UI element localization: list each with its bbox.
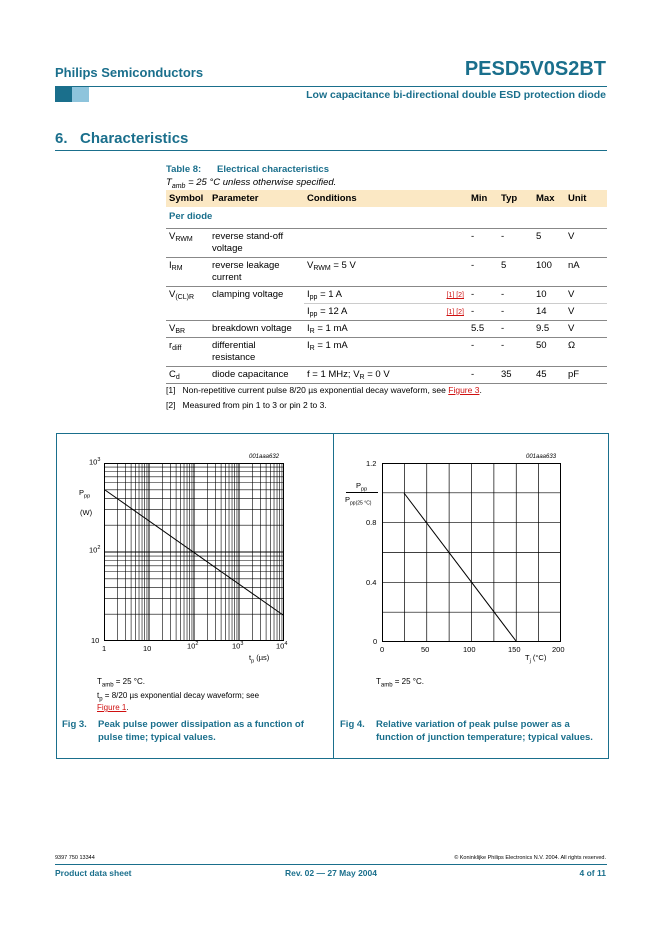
fig3-ylabel: $P_{pp}$ bbox=[79, 488, 91, 500]
product-name: PESD5V0S2BT bbox=[464, 58, 606, 80]
revision: Rev. 02 — 27 May 2004 bbox=[285, 868, 377, 878]
fig3-caption-text: Peak pulse power dissipation as a function of pulse time; typical values. bbox=[98, 719, 304, 743]
fig3-ylabel-unit: (W) bbox=[80, 508, 93, 517]
fig4-xtick: 200 bbox=[552, 645, 565, 654]
section-title: 6. Characteristics bbox=[55, 130, 189, 147]
cell-symbol: $V_{(CL)R}$ bbox=[166, 287, 209, 321]
col-symbol: Symbol bbox=[166, 190, 209, 207]
fig3-note-1: $T_{amb} = 25$ °C. bbox=[97, 677, 145, 689]
fig4-xtick: 0 bbox=[380, 645, 385, 654]
cell-typ: - bbox=[498, 287, 533, 304]
cell-parameter: reverse stand-off voltage bbox=[209, 229, 304, 258]
table-row bbox=[166, 258, 607, 287]
fig3-note-2: $t_p = 8/20$ µs exponential decay waveform; see bbox=[97, 691, 260, 703]
figure-divider bbox=[333, 433, 334, 759]
fig3-caption-label: Fig 3. bbox=[62, 719, 87, 730]
col-typ: Typ bbox=[498, 190, 533, 207]
cell-min: - bbox=[468, 338, 498, 367]
cell-min: - bbox=[468, 258, 498, 287]
fig3-xtick: $10^4$ bbox=[276, 641, 288, 651]
fig4-curve bbox=[404, 493, 516, 641]
cell-unit: pF bbox=[565, 367, 607, 384]
cell-typ: 35 bbox=[498, 367, 533, 384]
fig4-caption-text: Relative variation of peak pulse power as a function of junction temperature; typical values. bbox=[376, 719, 593, 743]
footnote-ref-link[interactable]: [1] [2] bbox=[446, 292, 464, 299]
fig3-xtick: 1 bbox=[102, 644, 107, 653]
footnote-2-text: Measured from pin 1 to 3 or pin 2 to 3. bbox=[182, 400, 327, 410]
cell-max: 5 bbox=[533, 229, 565, 258]
cell-min: - bbox=[468, 229, 498, 258]
cell-unit: V bbox=[565, 304, 607, 321]
fig4-ylabel-bottom: $P_{pp(25 ^\circ C)}$ bbox=[345, 495, 372, 507]
table-row bbox=[166, 367, 607, 384]
cell-conditions: $I_R = 1$ mA bbox=[304, 321, 468, 338]
cell-unit: nA bbox=[565, 258, 607, 287]
fig4-plot bbox=[382, 463, 561, 642]
figure-3-link[interactable]: Figure 3 bbox=[448, 385, 480, 395]
cell-max: 9.5 bbox=[533, 321, 565, 338]
col-parameter: Parameter bbox=[209, 190, 304, 207]
cell-unit: Ω bbox=[565, 338, 607, 367]
fig4-ytick: 1.2 bbox=[366, 459, 377, 468]
fig4-note: $T_{amb} = 25$ °C. bbox=[376, 677, 424, 689]
cell-parameter: diode capacitance bbox=[209, 367, 304, 384]
cell-typ: - bbox=[498, 229, 533, 258]
fig3-ytick: $10^2$ bbox=[89, 545, 101, 555]
cell-unit: V bbox=[565, 287, 607, 304]
cell-conditions: $I_R = 1$ mA bbox=[304, 338, 468, 367]
cell-parameter: reverse leakage current bbox=[209, 258, 304, 287]
footnote-1-text: Non-repetitive current pulse 8/20 µs exponential decay waveform, see bbox=[182, 385, 449, 395]
fig4-caption-label: Fig 4. bbox=[340, 719, 365, 730]
col-unit: Unit bbox=[565, 190, 607, 207]
cell-max: 10 bbox=[533, 287, 565, 304]
product-subtitle: Low capacitance bi-directional double ESD protection diode bbox=[306, 89, 606, 101]
group-label: Per diode bbox=[169, 211, 213, 222]
cell-conditions: $I_{pp} = 1$ A [1] [2] bbox=[304, 287, 468, 304]
fig4-grid bbox=[382, 463, 561, 642]
cell-min: - bbox=[468, 304, 498, 321]
fig3-xtick: 10 bbox=[143, 644, 152, 653]
table-row bbox=[166, 287, 607, 304]
fig3-plot bbox=[104, 463, 284, 641]
table-row bbox=[166, 229, 607, 258]
footnote-1: [1] Non-repetitive current pulse 8/20 µs exponential decay waveform, see Figure 3. bbox=[166, 385, 482, 395]
cell-conditions: f = 1 MHz; $V_R = 0$ V bbox=[304, 367, 468, 384]
table-row bbox=[166, 321, 607, 338]
company-name: Philips Semiconductors bbox=[55, 65, 204, 80]
cell-parameter: differential resistance bbox=[209, 338, 304, 367]
fig3-xlabel: $t_p$ (µs) bbox=[249, 653, 270, 665]
footnote-2 bbox=[166, 400, 327, 410]
fig3-xtick: $10^3$ bbox=[232, 641, 244, 651]
cell-conditions bbox=[304, 229, 468, 258]
header-rule bbox=[55, 86, 607, 87]
table-caption: Table 8: Electrical characteristics bbox=[166, 164, 329, 175]
cell-symbol: $r_{diff}$ bbox=[166, 338, 209, 367]
fig4-ylabel-top: $P_{pp}$ bbox=[356, 481, 368, 493]
header-block-dark bbox=[55, 87, 72, 102]
copyright: © Koninklijke Philips Electronics N.V. 2004. All rights reserved. bbox=[454, 855, 606, 861]
fig4-xtick: 50 bbox=[421, 645, 430, 654]
cell-typ: - bbox=[498, 338, 533, 367]
cell-typ: 5 bbox=[498, 258, 533, 287]
fig4-xlabel: $T_j$ (°C) bbox=[525, 653, 547, 665]
cell-symbol: $V_{BR}$ bbox=[166, 321, 209, 338]
cell-conditions: $V_{RWM} = 5$ V bbox=[304, 258, 468, 287]
fig4-ytick: 0.4 bbox=[366, 578, 377, 587]
cell-min: - bbox=[468, 367, 498, 384]
fig4-xtick: 150 bbox=[508, 645, 521, 654]
fig4-ytick: 0 bbox=[373, 637, 378, 646]
cell-symbol: $C_d$ bbox=[166, 367, 209, 384]
footnote-2-label: [2] bbox=[166, 400, 176, 410]
cell-max: 50 bbox=[533, 338, 565, 367]
cell-typ: - bbox=[498, 321, 533, 338]
section-rule bbox=[55, 150, 607, 151]
header-block-light bbox=[72, 87, 89, 102]
doc-type: Product data sheet bbox=[55, 868, 132, 878]
col-max: Max bbox=[533, 190, 565, 207]
cell-max: 100 bbox=[533, 258, 565, 287]
cell-unit: V bbox=[565, 229, 607, 258]
document-code: 9397 750 13344 bbox=[55, 855, 95, 861]
cell-typ: - bbox=[498, 304, 533, 321]
table-row bbox=[166, 338, 607, 367]
footer-rule bbox=[55, 864, 607, 865]
cell-conditions: $I_{pp} = 12$ A [1] [2] bbox=[304, 304, 468, 321]
fig3-ytick: $10^3$ bbox=[89, 457, 101, 467]
footnote-ref-link[interactable]: [1] [2] bbox=[446, 309, 464, 316]
fig3-xtick: $10^2$ bbox=[187, 641, 199, 651]
electrical-characteristics-table bbox=[166, 190, 607, 384]
cell-min: 5.5 bbox=[468, 321, 498, 338]
cell-max: 14 bbox=[533, 304, 565, 321]
page-number: 4 of 11 bbox=[579, 868, 606, 878]
fig3-ytick: 10 bbox=[91, 636, 100, 645]
figure-1-link[interactable]: Figure 1 bbox=[97, 703, 127, 712]
cell-parameter: breakdown voltage bbox=[209, 321, 304, 338]
fig4-ylabel-fraction-bar bbox=[346, 492, 378, 493]
cell-unit: V bbox=[565, 321, 607, 338]
fig4-ytick: 0.8 bbox=[366, 518, 377, 527]
cell-parameter: clamping voltage bbox=[209, 287, 304, 321]
cell-min: - bbox=[468, 287, 498, 304]
cell-max: 45 bbox=[533, 367, 565, 384]
col-conditions: Conditions bbox=[304, 190, 468, 207]
fig4-code: 001aaa633 bbox=[526, 454, 557, 460]
table-header-row bbox=[166, 190, 607, 207]
fig3-code: 001aaa632 bbox=[249, 454, 280, 460]
fig3-note-link-line: Figure 1. bbox=[97, 703, 129, 712]
cell-symbol: $V_{RWM}$ bbox=[166, 229, 209, 258]
fig4-xtick: 100 bbox=[463, 645, 476, 654]
table-condition: $T_{amb} = 25$ °C unless otherwise specified. bbox=[166, 177, 337, 190]
footnote-1-label: [1] bbox=[166, 385, 176, 395]
cell-symbol: $I_{RM}$ bbox=[166, 258, 209, 287]
table-group-row bbox=[166, 207, 607, 229]
col-min: Min bbox=[468, 190, 498, 207]
